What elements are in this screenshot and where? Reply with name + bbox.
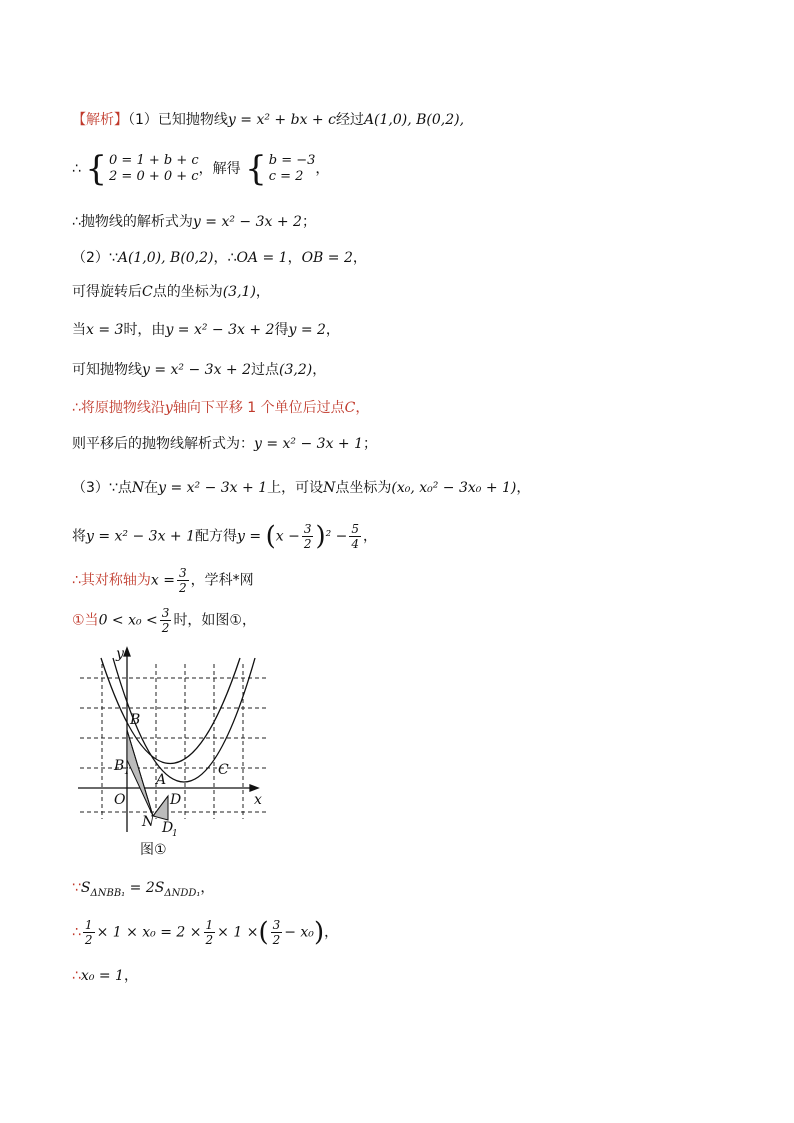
solution-line-16: ∴x₀ = 1， (72, 968, 138, 984)
svg-text:1: 1 (124, 767, 130, 777)
solution-line-11: 将y = x² − 3x + 1配方得y = (x − $\frac{3}{2}$ )² − $\frac{5}{4}$ ， (72, 521, 378, 552)
fraction: $\frac{1}{2}$ (205, 918, 214, 947)
solution-line-10: （3）∵点N在y = x² − 3x + 1上，可设N点坐标为(x₀, x₀² − 3x₀ + 1)， (72, 480, 531, 496)
point-d1-label: D (162, 820, 174, 836)
fraction: $\frac{3}{2}$ (179, 566, 187, 595)
fraction: $\frac{3}{2}$ (161, 606, 170, 635)
solution-line-6: 当x = 3时，由y = x² − 3x + 2得y = 2， (72, 322, 340, 338)
solution-line-2: ∴ { 0 = 1 + b + c 2 = 0 + 0 + c ，解得 { b = −3 c = 2 ， (72, 149, 330, 189)
solution-line-12: ∴其对称轴为x = $\frac{3}{2}$ ，学科*网 (72, 566, 254, 595)
fraction: $\frac{3}{2}$ (272, 918, 281, 947)
point-d-label: D (170, 792, 182, 808)
equation-system-2: { b = −3 c = 2 (245, 149, 316, 189)
figure-caption: 图① (140, 842, 167, 858)
figure-svg (72, 644, 272, 864)
y-axis-label: y (116, 646, 124, 662)
point-n-label: N (142, 814, 155, 830)
point-a-label: A (156, 772, 167, 788)
solution-line-13: ①当0 < x₀ < $\frac{3}{2}$ 时，如图①， (72, 606, 256, 635)
solution-line-5: 可得旋转后C点的坐标为(3,1)， (72, 284, 270, 300)
x-axis-label: x (254, 792, 262, 808)
point-b1-label: B (114, 758, 125, 774)
solution-line-4: （2）∵A(1,0), B(0,2)，∴OA = 1，OB = 2， (72, 250, 367, 266)
origin-label: O (114, 792, 126, 808)
fraction: $\frac{3}{2}$ (303, 522, 312, 551)
solution-line-8: ∴将原抛物线沿y轴向下平移 1 个单位后过点C， (72, 400, 370, 416)
fraction: $\frac{1}{2}$ (84, 918, 93, 947)
solution-line-7: 可知抛物线y = x² − 3x + 2过点(3,2)， (72, 362, 327, 378)
fraction: $\frac{5}{4}$ (351, 522, 360, 551)
point-c-label: C (218, 762, 229, 778)
solution-line-9: 则平移后的抛物线解析式为：y = x² − 3x + 1； (72, 436, 378, 452)
svg-text:1: 1 (172, 829, 178, 839)
point-b-label: B (130, 712, 141, 728)
parabola-figure (72, 644, 272, 868)
analysis-tag: 【解析】 (72, 112, 128, 128)
solution-line-3: ∴抛物线的解析式为y = x² − 3x + 2； (72, 214, 316, 230)
solution-line-1: 【解析】（1）已知抛物线y = x² + bx + c经过A(1,0), B(0,2), (72, 112, 465, 128)
solution-line-15: ∴ $\frac{1}{2}$ × 1 × x₀ = 2 × $\frac{1}{2}$ × 1 ×( $\frac{3}{2}$ − x₀)， (72, 917, 339, 948)
equation-system-1: { 0 = 1 + b + c 2 = 0 + 0 + c (85, 149, 199, 189)
solution-line-14: $\because S_{\Delta NBB_1} = 2S_{\Delta NDD_1}$， (72, 880, 215, 899)
